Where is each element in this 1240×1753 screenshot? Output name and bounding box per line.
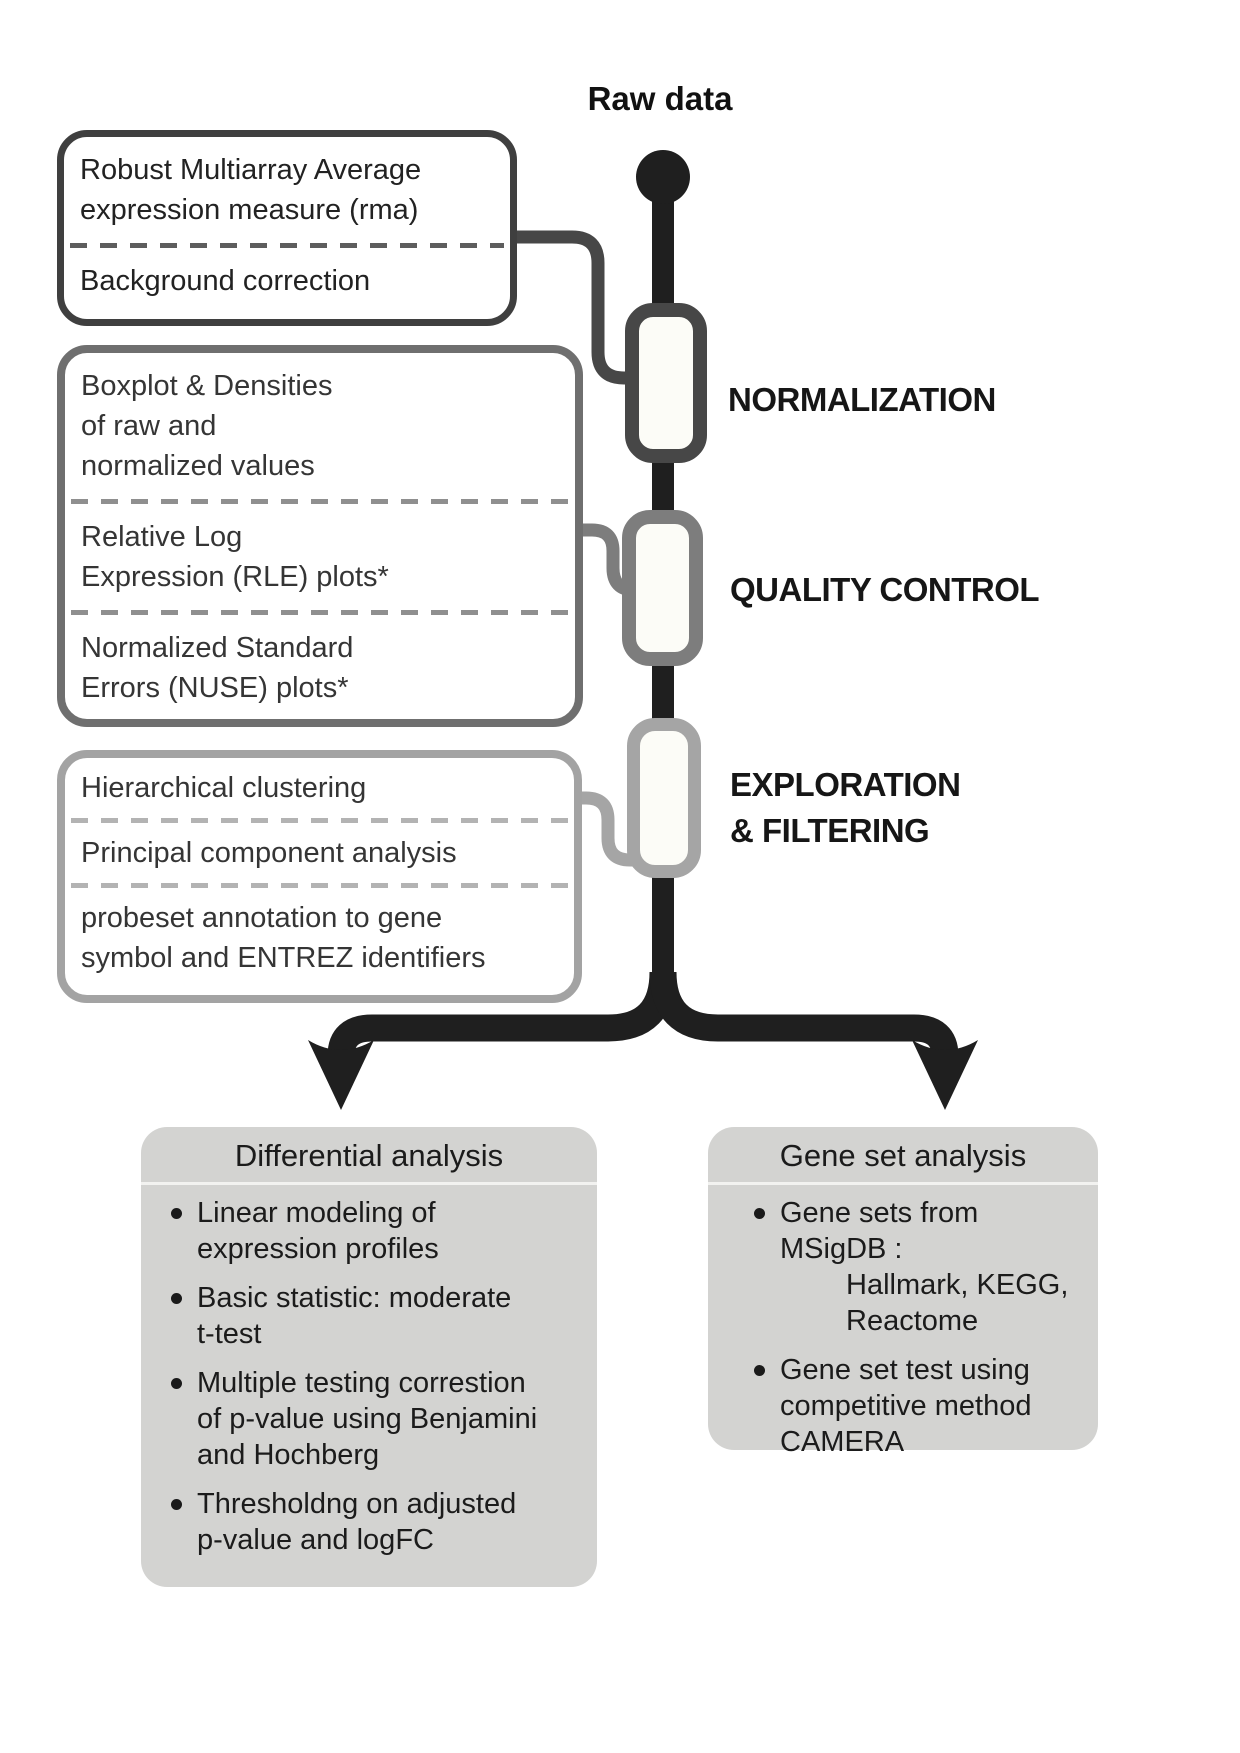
bullet-line: Hallmark, KEGG, bbox=[846, 1269, 1069, 1301]
exploration-steps-box bbox=[57, 750, 582, 1003]
bullet-line: Multiple testing correstion bbox=[197, 1367, 526, 1399]
bullet-text bbox=[780, 1195, 1090, 1339]
box-title: Gene set analysis bbox=[779, 1138, 1027, 1173]
bullet-line: CAMERA bbox=[780, 1426, 905, 1458]
bullet-line: competitive method bbox=[780, 1390, 1032, 1422]
bullet-item bbox=[754, 1352, 1090, 1460]
gene-set-analysis-box bbox=[708, 1127, 1098, 1458]
bullet-line: Thresholdng on adjusted bbox=[197, 1488, 517, 1520]
bullet-line: Basic statistic: moderate bbox=[197, 1282, 512, 1314]
bullet-line: t-test bbox=[197, 1318, 262, 1350]
bullet-dot-icon bbox=[171, 1378, 182, 1389]
stage-label-line: & FILTERING bbox=[730, 812, 930, 849]
bullet-line: Linear modeling of bbox=[197, 1197, 436, 1229]
box-section bbox=[65, 758, 574, 818]
stage-label-quality-control: QUALITY CONTROL bbox=[730, 571, 1040, 608]
stage-node-exploration bbox=[627, 718, 701, 878]
normalization-steps-box bbox=[57, 130, 517, 326]
box-title: Differential analysis bbox=[234, 1138, 504, 1173]
raw-data-node-dot bbox=[636, 150, 690, 204]
bullet-dot-icon bbox=[754, 1365, 765, 1376]
section-line: Background correction bbox=[80, 265, 371, 297]
bullet-dot-icon bbox=[171, 1293, 182, 1304]
stage-node-quality-control bbox=[622, 510, 703, 666]
section-line: Principal component analysis bbox=[81, 837, 457, 869]
stage-label-exploration bbox=[730, 762, 960, 854]
bullet-line: and Hochberg bbox=[197, 1439, 380, 1471]
title-separator bbox=[708, 1182, 1098, 1185]
stage-label-normalization: NORMALIZATION bbox=[728, 381, 996, 418]
title-separator bbox=[141, 1182, 597, 1185]
bullet-dot-icon bbox=[171, 1499, 182, 1510]
bullet-text bbox=[780, 1352, 1031, 1460]
bullet-item bbox=[171, 1486, 587, 1558]
differential-analysis-box bbox=[141, 1127, 597, 1587]
section-line: normalized values bbox=[81, 450, 315, 482]
branch-right-line bbox=[663, 972, 945, 1056]
section-line: symbol and ENTREZ identifiers bbox=[81, 942, 486, 974]
arrowhead-right-icon bbox=[912, 1040, 978, 1110]
bullet-text bbox=[197, 1195, 439, 1267]
section-line: probeset annotation to gene bbox=[81, 902, 443, 934]
raw-data-label: Raw data bbox=[587, 80, 733, 117]
bullet-line: Gene set test using bbox=[780, 1354, 1030, 1386]
box-section bbox=[65, 353, 575, 499]
section-line: Boxplot & Densities bbox=[81, 370, 333, 402]
bullet-line: p-value and logFC bbox=[197, 1524, 434, 1556]
section-line: Hierarchical clustering bbox=[81, 772, 367, 804]
arrowhead-left-icon bbox=[308, 1040, 374, 1110]
bullet-item bbox=[171, 1365, 587, 1473]
bullet-dot-icon bbox=[171, 1208, 182, 1219]
section-line: Normalized Standard bbox=[81, 632, 354, 664]
bullet-line: Gene sets from MSigDB : bbox=[780, 1197, 979, 1265]
bullet-list bbox=[708, 1195, 1098, 1460]
bullet-line: of p-value using Benjamini bbox=[197, 1403, 538, 1435]
bullet-line: Reactome bbox=[846, 1305, 979, 1337]
bullet-text bbox=[197, 1280, 511, 1352]
section-line: Robust Multiarray Average bbox=[80, 154, 422, 186]
stage-node-normalization bbox=[625, 303, 707, 463]
box-section bbox=[65, 615, 575, 721]
bullet-line: expression profiles bbox=[197, 1233, 439, 1265]
box-section bbox=[64, 137, 510, 243]
bullet-dot-icon bbox=[754, 1208, 765, 1219]
bullet-item bbox=[754, 1195, 1090, 1339]
quality-control-steps-box bbox=[57, 345, 583, 727]
bullet-list bbox=[141, 1195, 597, 1558]
bullet-item bbox=[171, 1280, 587, 1352]
bullet-text bbox=[197, 1486, 516, 1558]
bullet-item bbox=[171, 1195, 587, 1267]
section-line: Errors (NUSE) plots* bbox=[81, 672, 349, 704]
box-section bbox=[65, 888, 574, 988]
section-line: Relative Log bbox=[81, 521, 243, 553]
stage-label-line: EXPLORATION bbox=[730, 766, 961, 803]
bullet-text bbox=[197, 1365, 537, 1473]
box-section bbox=[65, 823, 574, 883]
box-section bbox=[65, 504, 575, 610]
box-section bbox=[64, 248, 510, 314]
section-line: expression measure (rma) bbox=[80, 194, 419, 226]
section-line: Expression (RLE) plots* bbox=[81, 561, 389, 593]
section-line: of raw and bbox=[81, 410, 217, 442]
